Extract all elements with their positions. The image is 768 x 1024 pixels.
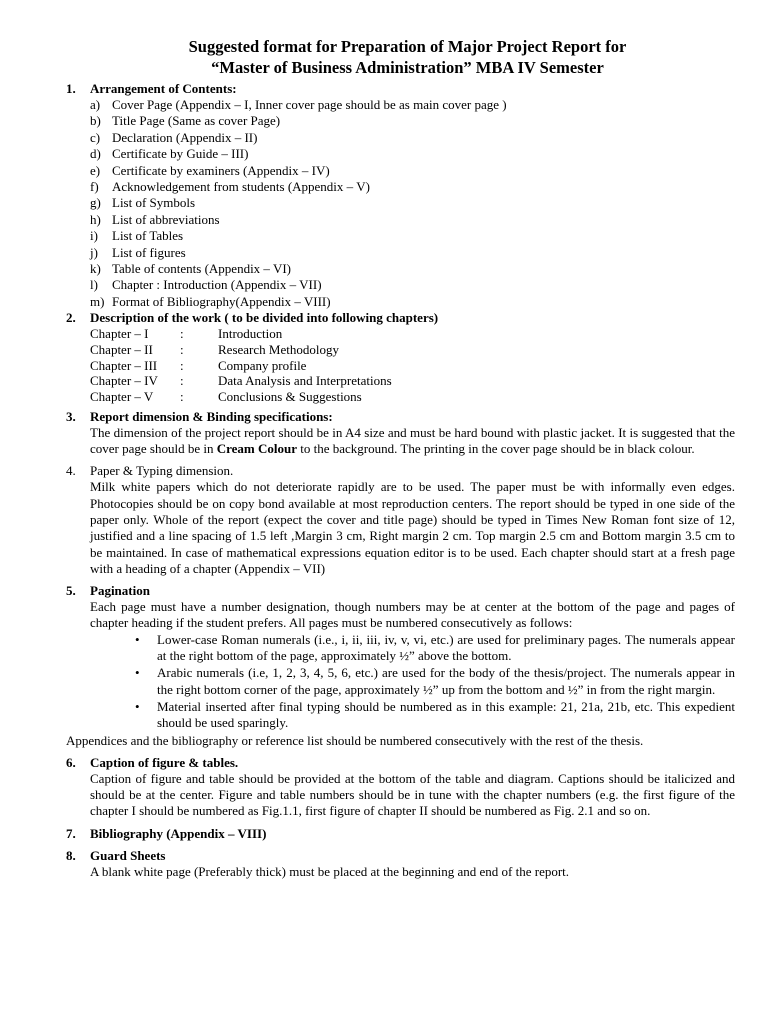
contents-item xyxy=(90,294,735,310)
section-number: 7. xyxy=(66,825,76,841)
section-heading: Pagination xyxy=(90,583,150,599)
item-label: l) xyxy=(90,277,98,293)
section-body: A blank white page (Preferably thick) must be placed at the beginning and end of the report. xyxy=(90,863,570,879)
chapter-row xyxy=(90,342,735,358)
section-number: 8. xyxy=(66,847,76,863)
contents-item xyxy=(90,97,735,113)
chapter-row xyxy=(90,358,735,374)
section-number: 5. xyxy=(66,583,76,599)
contents-item xyxy=(90,195,735,211)
section-captions xyxy=(66,755,735,820)
item-text: List of abbreviations xyxy=(112,211,220,227)
item-label: k) xyxy=(90,261,101,277)
chapter-table xyxy=(90,326,735,405)
item-text: Chapter : Introduction (Appendix – VII) xyxy=(112,277,322,293)
item-text: Certificate by Guide – III) xyxy=(112,146,249,162)
cream-colour-text: Cream Colour xyxy=(216,441,297,457)
section-body: Milk white papers which do not deteriorate rapidly are to be used. The paper must be with informally even edges. Photocopies should be on copy bond available at most reproduction centers. The report should be typed in one side of the paper only. Whole of the report (expect the cover and title page) should be typed in Times New Roman font size of 12, justified and a line spacing of 1.5 left ,Margin 3 cm, Right margin 2 cm. Top margin 2.5 cm and Bottom margin 3.5 cm to be maintained. In case of mathematical expressions equation editor is to be used. Each chapter should start at a fresh page with a heading of a chapter (Appendix – VII) xyxy=(90,479,735,576)
pagination-bullets xyxy=(90,632,735,732)
chapter-number: Chapter – II xyxy=(90,341,153,357)
section-heading: Bibliography (Appendix – VIII) xyxy=(90,825,267,841)
chapter-name: Company profile xyxy=(218,357,307,373)
item-text: Declaration (Appendix – II) xyxy=(112,129,258,145)
section-guard-sheets xyxy=(66,848,735,880)
item-text: Format of Bibliography(Appendix – VIII) xyxy=(112,293,331,309)
contents-item xyxy=(90,261,735,277)
pagination-bullet: • Arabic numerals (i.e, 1, 2, 3, 4, 5, 6, etc.) are used for the body of the thesis/project. The numerals appear in the right bottom corner of the page, approximately ½” up from the bottom and ½” in from the right margin. xyxy=(135,665,735,698)
section-body: The dimension of the project report should be in A4 size and must be hard bound with plastic jacket. It is suggested that the cover page should be in Cream Colour to the background. The printing in the cover page should be in black colour. xyxy=(90,424,735,457)
contents-list xyxy=(90,97,735,310)
item-text: Title Page (Same as cover Page) xyxy=(112,113,281,129)
section-heading: Guard Sheets xyxy=(90,847,166,863)
contents-item xyxy=(90,179,735,195)
item-label: m) xyxy=(90,293,105,309)
chapter-number: Chapter – I xyxy=(90,326,149,342)
contents-item xyxy=(90,113,735,129)
item-label: h) xyxy=(90,211,101,227)
contents-item xyxy=(90,130,735,146)
item-text: Acknowledgement from students (Appendix – V) xyxy=(112,179,370,195)
chapter-row xyxy=(90,373,735,389)
item-label: g) xyxy=(90,195,101,211)
contents-item xyxy=(90,245,735,261)
item-label: e) xyxy=(90,162,101,178)
item-text: List of figures xyxy=(112,244,186,260)
item-label: f) xyxy=(90,179,99,195)
section-heading: Description of the work ( to be divided into following chapters) xyxy=(90,310,439,326)
section-bibliography xyxy=(66,826,735,842)
item-label: j) xyxy=(90,244,98,260)
appendices-note: Appendices and the bibliography or reference list should be numbered consecutively with the rest of the thesis. xyxy=(66,732,644,748)
section-body: Caption of figure and table should be provided at the bottom of the table and diagram. Captions should be italicized and should be at the center. Figure and table numbers should be in tune with the chapter numbers (e.g. the first figure of the chapter I should be numbered as Fig.1.1, first figure of chapter II should be numbered as Fig. 2.1 and so on. xyxy=(90,770,735,819)
section-arrangement xyxy=(66,81,735,310)
item-label: i) xyxy=(90,228,98,244)
item-text: List of Tables xyxy=(112,228,184,244)
chapter-name: Data Analysis and Interpretations xyxy=(218,373,392,389)
chapter-number: Chapter – III xyxy=(90,357,158,373)
section-number: 3. xyxy=(66,408,76,424)
chapter-name: Research Methodology xyxy=(218,341,339,357)
chapter-number: Chapter – IV xyxy=(90,373,158,389)
chapter-separator: : xyxy=(180,389,184,405)
contents-item xyxy=(90,228,735,244)
contents-item xyxy=(90,146,735,162)
item-text: Cover Page (Appendix – I, Inner cover page should be as main cover page ) xyxy=(112,97,507,112)
chapter-separator: : xyxy=(180,373,184,389)
chapter-separator: : xyxy=(180,341,184,357)
chapter-separator: : xyxy=(180,357,184,373)
chapter-name: Introduction xyxy=(218,326,283,342)
document-title xyxy=(80,36,735,78)
section-pagination xyxy=(66,583,735,731)
item-text: Table of contents (Appendix – VI) xyxy=(112,261,291,277)
section-number: 6. xyxy=(66,754,76,770)
title-line-2: “Master of Business Administration” MBA IV Semester xyxy=(211,58,604,77)
chapter-row xyxy=(90,326,735,342)
section-paper-typing xyxy=(66,463,735,577)
pagination-bullet: • Material inserted after final typing should be numbered as in this example: 21, 21a, 21b, etc. This expedient should be used sparingly. xyxy=(135,699,735,732)
section-report-dimension xyxy=(66,409,735,458)
section-heading: Arrangement of Contents: xyxy=(90,81,237,96)
section-heading: Caption of figure & tables. xyxy=(90,754,239,770)
chapter-name: Conclusions & Suggestions xyxy=(218,389,362,405)
chapter-separator: : xyxy=(180,326,184,342)
item-label: d) xyxy=(90,146,101,162)
section-body: Each page must have a number designation, though numbers may be at center at the bottom of the page and pages of chapter heading if the student prefers. All pages must be numbered consecutively as follows: xyxy=(90,599,735,631)
chapter-number: Chapter – V xyxy=(90,389,154,405)
section-description xyxy=(66,310,735,405)
section-heading: Paper & Typing dimension. xyxy=(90,463,234,479)
pagination-bullet: • Lower-case Roman numerals (i.e., i, ii, iii, iv, v, vi, etc.) are used for preliminary pages. The numerals appear at the right bottom of the page, approximately ½” above the bottom. xyxy=(135,632,735,665)
contents-item xyxy=(90,277,735,293)
item-label: c) xyxy=(90,129,101,145)
chapter-row xyxy=(90,389,735,405)
section-number: 4. xyxy=(66,463,76,479)
contents-item xyxy=(90,212,735,228)
item-label: b) xyxy=(90,113,101,129)
section-number: 1. xyxy=(66,81,76,96)
title-line-1: Suggested format for Preparation of Major Project Report for xyxy=(188,37,627,56)
contents-item xyxy=(90,163,735,179)
item-text: Certificate by examiners (Appendix – IV) xyxy=(112,162,330,178)
item-text: List of Symbols xyxy=(112,195,196,211)
item-label: a) xyxy=(90,97,101,112)
section-heading: Report dimension & Binding specifications: xyxy=(90,408,333,424)
section-number: 2. xyxy=(66,310,76,326)
